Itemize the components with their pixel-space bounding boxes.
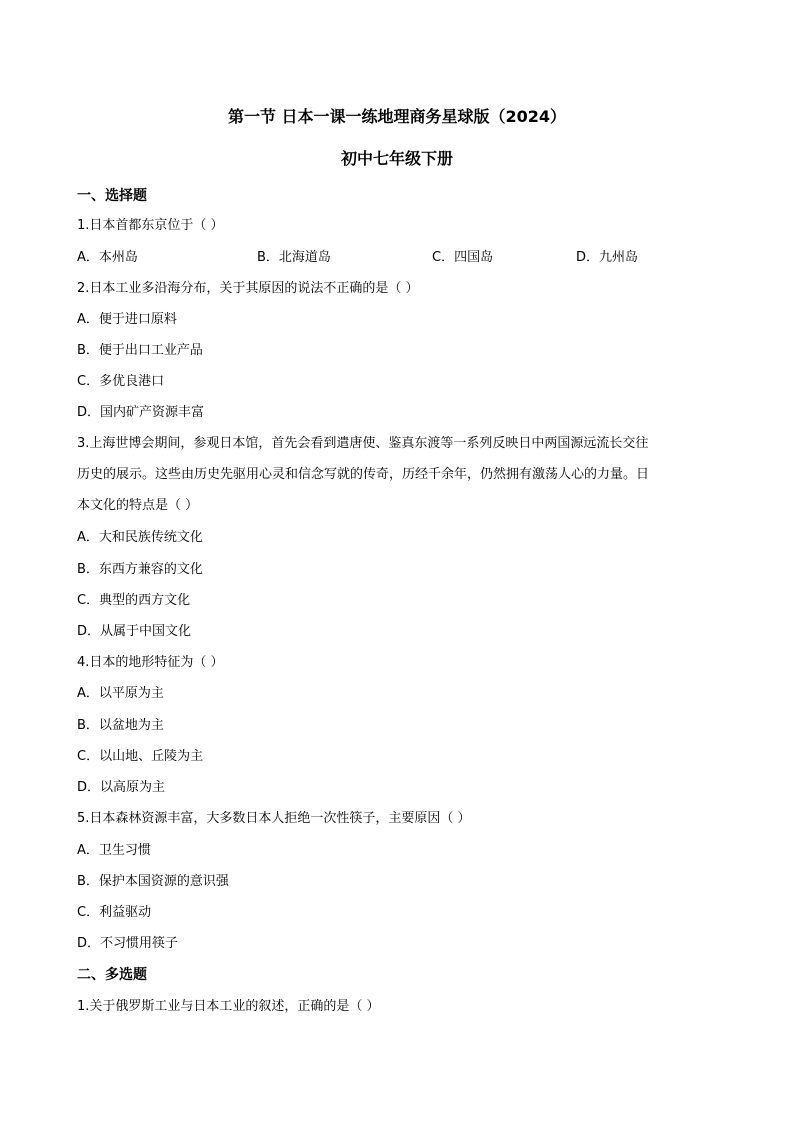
question-2-option-c: C．多优良港口 [77,374,165,389]
question-3-option-c: C．典型的西方文化 [77,593,191,608]
question-4-option-a: A．以平原为主 [77,686,164,701]
question-1-option-c: C．四国岛 [432,250,494,265]
question-5-option-d: D．不习惯用筷子 [77,936,179,951]
question-1-option-d: D．九州岛 [576,250,639,265]
question-3-stem-line-1: 3.上海世博会期间，参观日本馆，首先会看到遣唐使、鉴真东渡等一系列反映日中两国源远流长交往 [77,436,649,451]
question-3-option-d: D．从属于中国文化 [77,624,192,639]
question-5-option-b: B．保护本国资源的意识强 [77,874,229,889]
section-heading-single-choice: 一、选择题 [77,188,147,204]
question-1-option-b: B．北海道岛 [257,250,331,265]
question-2-stem: 2.日本工业多沿海分布，关于其原因的说法不正确的是（ ） [77,281,419,296]
question-1-stem: 1.日本首都东京位于（ ） [77,218,224,233]
question-3-option-a: A．大和民族传统文化 [77,530,203,545]
question-5-option-a: A．卫生习惯 [77,843,151,858]
question-2-option-b: B．便于出口工业产品 [77,343,203,358]
page-subtitle: 初中七年级下册 [340,149,453,168]
question-4-stem: 4.日本的地形特征为（ ） [77,655,224,670]
question-4-option-b: B．以盆地为主 [77,718,164,733]
question-2-option-a: A．便于进口原料 [77,312,177,327]
question-4-option-c: C．以山地、丘陵为主 [77,749,204,764]
question-5-stem: 5.日本森林资源丰富，大多数日本人拒绝一次性筷子，主要原因（ ） [77,811,471,826]
page-title: 第一节 日本一课一练地理商务星球版（2024） [227,107,567,126]
question-5-option-c: C．利益驱动 [77,905,152,920]
section-heading-multi-choice: 二、多选题 [77,967,147,983]
question-4-option-d: D．以高原为主 [77,780,166,795]
question-2-option-d: D．国内矿产资源丰富 [77,405,205,420]
question-3-stem-line-3: 本文化的特点是（ ） [77,498,199,513]
question-3-stem-line-2: 历史的展示。这些由历史先驱用心灵和信念写就的传奇，历经千余年，仍然拥有激荡人心的力量。日 [77,467,650,482]
multi-question-1-stem: 1.关于俄罗斯工业与日本工业的叙述，正确的是（ ） [77,999,380,1014]
question-3-option-b: B．东西方兼容的文化 [77,562,203,577]
question-1-option-a: A．本州岛 [77,250,138,265]
